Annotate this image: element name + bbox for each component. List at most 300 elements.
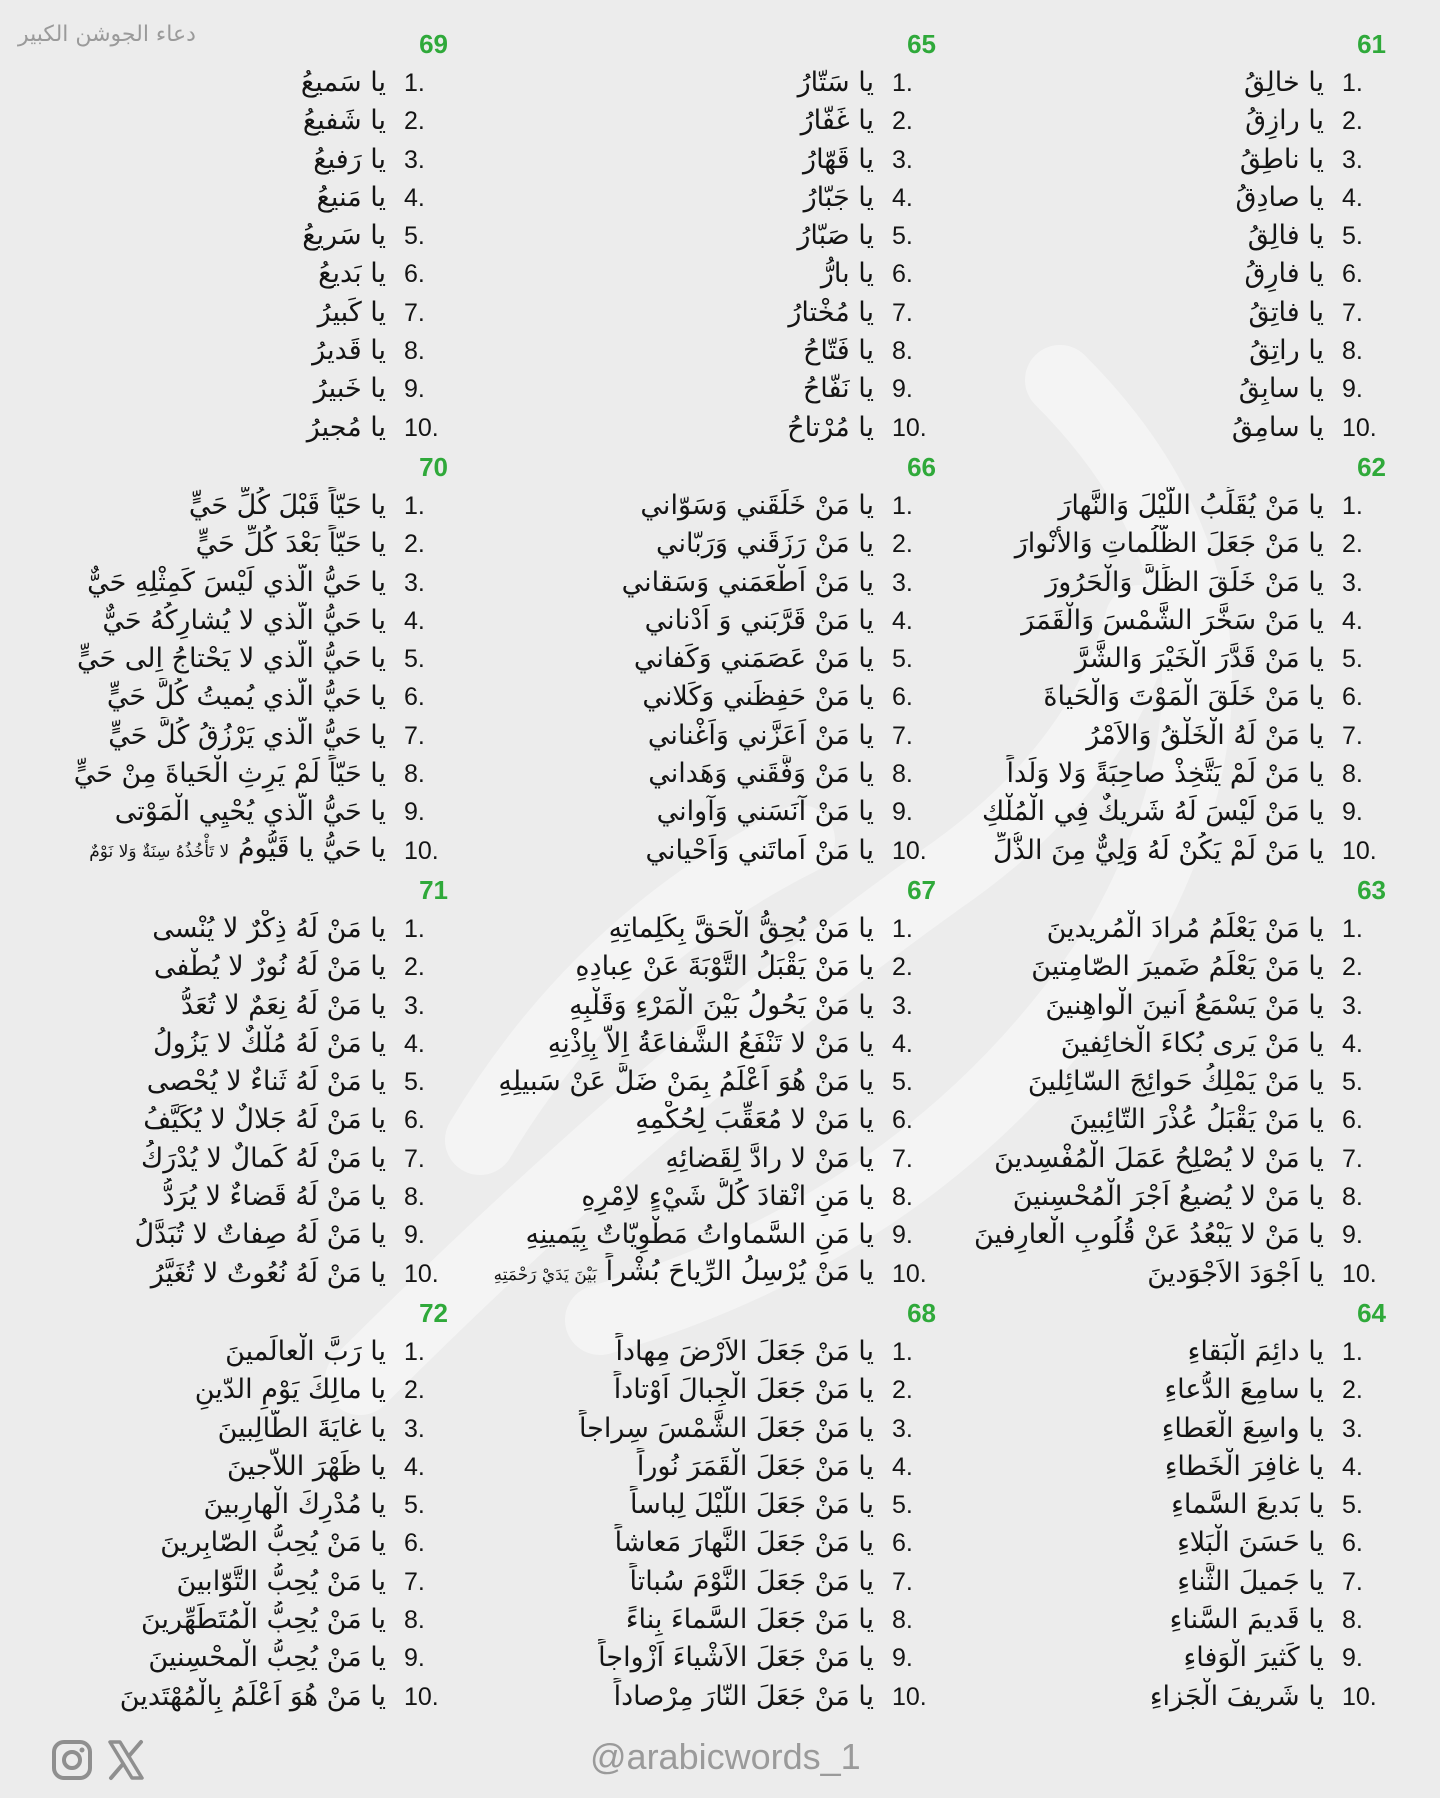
item-number: 4.	[892, 1452, 913, 1481]
item-number: 3.	[1342, 991, 1363, 1020]
item-text	[950, 409, 1324, 447]
item-text	[950, 294, 1324, 332]
item-number: 5.	[404, 1068, 425, 1097]
item-text-main: يا حَيّاً لَمْ يَرِثِ الْحَياةَ مِنْ حَيٍّ	[73, 758, 386, 790]
item-text	[460, 1101, 874, 1139]
item-text	[20, 640, 386, 678]
item-number: 3.	[1342, 145, 1363, 174]
list-item	[20, 487, 452, 525]
item-text	[20, 987, 386, 1025]
item-number: 9.	[404, 1221, 425, 1250]
item-number: 7.	[892, 298, 913, 327]
item-text-main: يا مَنْ يُحِبُّ التَّوّابينَ	[176, 1565, 386, 1597]
list-item	[20, 564, 452, 602]
list-item	[20, 64, 452, 102]
item-text-main: يا مَنيعُ	[316, 181, 386, 213]
item-text	[20, 1486, 386, 1524]
list-item	[950, 179, 1390, 217]
item-text-main: يا قَديرُ	[312, 335, 386, 367]
list-item	[20, 602, 452, 640]
list-item	[950, 1255, 1390, 1293]
item-text-main: يا سامِعَ الدُّعاءِ	[1164, 1374, 1324, 1406]
list-item	[20, 1063, 452, 1101]
item-text	[460, 102, 874, 140]
item-text-main: يا مُرْتاحُ	[787, 411, 874, 443]
item-number: 4.	[404, 606, 425, 635]
item-number: 8.	[1342, 1606, 1363, 1635]
list-item	[20, 1601, 452, 1639]
item-number: 9.	[404, 375, 425, 404]
item-number: 8.	[1342, 760, 1363, 789]
item-number: 6.	[1342, 260, 1363, 289]
list-item	[460, 1448, 940, 1486]
item-text-main: يا جَميلَ الثَّناءِ	[1177, 1565, 1324, 1597]
item-number: 2.	[892, 1376, 913, 1405]
item-text-main: يا مَنْ اَعَزَّني وَاَغْناني	[647, 719, 874, 751]
item-text-main: يا مَنْ جَعَلَ اللَّيْلَ لِباساً	[630, 1489, 874, 1521]
item-text-main: يا مَنْ يُحِبُّ الصّابِرينَ	[160, 1527, 386, 1559]
list-item	[20, 179, 452, 217]
list-item	[460, 987, 940, 1025]
item-text-main: يا مَنْ يُحِبُّ الْمحْسِنينَ	[148, 1642, 386, 1674]
item-text	[950, 1063, 1324, 1101]
item-text-main: يا فالِقُ	[1247, 220, 1324, 252]
item-text-main: يا مَنْ لا يَبْعُدُ عَنْ قُلُوبِ الْعارِفينَ	[973, 1219, 1324, 1251]
item-text	[950, 987, 1324, 1025]
item-text	[950, 1486, 1324, 1524]
item-text	[950, 1448, 1324, 1486]
item-text	[460, 640, 874, 678]
item-text-main: يا مَنْ لا تَنْفَعُ الشَّفاعَةُ اِلاّ بِاِذْنِهِ	[547, 1027, 874, 1059]
item-text	[20, 217, 386, 255]
item-text	[460, 948, 874, 986]
item-text	[950, 1025, 1324, 1063]
item-text	[950, 370, 1324, 408]
item-number: 8.	[1342, 1183, 1363, 1212]
list-item	[950, 948, 1390, 986]
item-number: 8.	[404, 1183, 425, 1212]
item-number: 5.	[404, 222, 425, 251]
item-number: 7.	[404, 721, 425, 750]
item-number: 7.	[1342, 1144, 1363, 1173]
item-number: 7.	[892, 1567, 913, 1596]
dua-section	[950, 24, 1390, 447]
item-text	[460, 64, 874, 102]
item-number: 6.	[892, 1529, 913, 1558]
item-number: 5.	[892, 1068, 913, 1097]
item-number: 1.	[404, 69, 425, 97]
item-text-main: يا حَيُّ الَّذي لا يُشارِكُهُ حَيٌّ	[102, 604, 386, 636]
item-text-main: يا مَنْ لَهُ نُورٌ لا يُطْفى	[153, 951, 386, 983]
item-number: 5.	[1342, 645, 1363, 674]
list-item	[950, 1486, 1390, 1524]
section-number: 71	[419, 875, 448, 905]
item-number: 10.	[892, 413, 927, 442]
item-text-main: يا كَثيرَ الْوَفاءِ	[1183, 1642, 1324, 1674]
item-text	[20, 830, 386, 871]
item-text	[20, 717, 386, 755]
list-item	[460, 332, 940, 370]
item-text	[460, 409, 874, 447]
item-text-main: يا مَنْ آنَسَني وَآواني	[656, 796, 874, 828]
item-text	[20, 1178, 386, 1216]
section-number: 70	[419, 452, 448, 482]
item-text-main: يا مَنْ يَسْمَعُ اَنينَ الْواهِنينَ	[1045, 989, 1324, 1021]
list-item	[950, 1524, 1390, 1562]
list-item	[20, 948, 452, 986]
item-text	[950, 948, 1324, 986]
item-text-main: يا مَنْ يَقْبَلُ عُذْرَ التّائِبينَ	[1069, 1104, 1324, 1136]
item-number: 8.	[404, 760, 425, 789]
item-text-main: يا خَبيرُ	[313, 373, 386, 405]
item-number: 2.	[892, 953, 913, 982]
item-text-main: يا مَنْ يُحِبُّ الْمُتَطَهِّرينَ	[140, 1604, 386, 1636]
item-text-main: يا مَنْ جَعَلَ الْقَمَرَ نُوراً	[636, 1450, 874, 1482]
item-text	[20, 1101, 386, 1139]
item-text	[950, 64, 1324, 102]
item-text-main: يا مَنْ جَعَلَ الظُّلُماتِ وَالأَنْوارَ	[1014, 528, 1324, 560]
item-number: 6.	[892, 683, 913, 712]
item-text-main: يا مَنِ انْقادَ كُلُّ شَيْءٍ لاِمْرِهِ	[581, 1181, 874, 1213]
item-text	[20, 141, 386, 179]
item-text-main: يا مَنْ لَهُ ذِكْرٌ لا يُنْسى	[152, 913, 386, 944]
list-item	[460, 64, 940, 102]
item-text-main: يا مَنْ لَمْ يَكُنْ لَهُ وَلِيٌّ مِنَ الذُّلِّ	[992, 834, 1324, 866]
section-number: 64	[1357, 1298, 1386, 1328]
item-number: 1.	[1342, 1338, 1363, 1366]
list-item	[20, 294, 452, 332]
item-number: 2.	[892, 530, 913, 559]
item-text	[950, 717, 1324, 755]
item-number: 4.	[1342, 606, 1363, 635]
list-item	[950, 564, 1390, 602]
list-item	[950, 1025, 1390, 1063]
item-text	[20, 1025, 386, 1063]
item-text	[20, 255, 386, 293]
dua-section	[20, 870, 452, 1293]
list-item	[460, 1025, 940, 1063]
item-text	[950, 332, 1324, 370]
list-item	[20, 1410, 452, 1448]
item-number: 5.	[1342, 1068, 1363, 1097]
item-number: 2.	[1342, 1376, 1363, 1405]
item-number: 4.	[1342, 183, 1363, 212]
item-text	[950, 179, 1324, 217]
item-text	[20, 1601, 386, 1639]
item-text-main: يا مَنْ جَعَلَ النَّهارَ مَعاشاً	[614, 1527, 874, 1559]
item-text	[20, 602, 386, 640]
list-item	[460, 179, 940, 217]
list-item	[950, 1639, 1390, 1677]
section-number: 62	[1357, 452, 1386, 482]
item-text	[20, 1563, 386, 1601]
list-item	[20, 678, 452, 716]
list-item	[20, 409, 452, 447]
list-item	[20, 987, 452, 1025]
item-number: 3.	[404, 991, 425, 1020]
item-text	[460, 487, 874, 525]
item-text-main: يا دائِمَ الْبَقاءِ	[1187, 1336, 1324, 1367]
item-text-main: يا حَيُّ الَّذي لا يَحْتاجُ اِلى حَيٍّ	[76, 643, 386, 675]
item-number: 6.	[1342, 1529, 1363, 1558]
item-text	[460, 1410, 874, 1448]
list-item	[460, 1216, 940, 1254]
item-text	[950, 678, 1324, 716]
item-text-main: يا مَنْ خَلَقَني وَسَوّاني	[640, 490, 874, 521]
item-text-main: يا غافِرَ الْخَطاءِ	[1164, 1450, 1324, 1482]
list-item	[950, 1448, 1390, 1486]
item-text	[460, 1063, 874, 1101]
item-number: 7.	[892, 721, 913, 750]
item-number: 1.	[892, 69, 913, 97]
item-text-main: يا حَيُّ الَّذي يَرْزُقُ كُلَّ حَيٍّ	[108, 719, 386, 751]
item-text-main: يا سَتّارُ	[797, 67, 874, 98]
item-text-main: يا مَنْ حَفِظَني وَكَلاني	[642, 681, 874, 713]
footer	[0, 1732, 1440, 1788]
item-text	[460, 1025, 874, 1063]
item-text-main: يا مَنْ يَعْلَمُ ضَميرَ الصّامِتينَ	[1031, 951, 1324, 983]
item-number: 5.	[892, 1491, 913, 1520]
item-number: 1.	[1342, 492, 1363, 520]
item-number: 3.	[404, 1414, 425, 1443]
item-number: 4.	[892, 183, 913, 212]
item-number: 5.	[404, 645, 425, 674]
item-text-main: يا واسِعَ الْعَطاءِ	[1161, 1412, 1324, 1444]
list-item	[950, 1410, 1390, 1448]
item-text-main: يا مَنْ لَهُ نُعُوتٌ لا تُغَيَّرُ	[150, 1257, 386, 1289]
item-text-main: يا حَيُّ الَّذي يُميتُ كُلَّ حَيٍّ	[106, 681, 386, 713]
item-text-main: يا مَنْ لا مُعَقِّبَ لِحُكْمِهِ	[635, 1104, 874, 1136]
item-text-main: يا مَنْ لا رادَّ لِقَضائِهِ	[665, 1142, 874, 1174]
item-text	[20, 102, 386, 140]
item-number: 2.	[1342, 107, 1363, 136]
list-item	[460, 640, 940, 678]
item-text-main: يا مَنِ السَّماواتُ مَطْوِيّاتٌ بِيَمينِهِ	[525, 1219, 874, 1251]
item-text	[460, 793, 874, 831]
item-text	[950, 1410, 1324, 1448]
item-text-main: يا مَنْ يُقَلِّبُ اللَّيْلَ وَالنَّهارَ	[1058, 490, 1324, 521]
item-text	[20, 1371, 386, 1409]
item-text	[460, 525, 874, 563]
item-text	[460, 717, 874, 755]
item-text	[460, 370, 874, 408]
item-number: 2.	[404, 1376, 425, 1405]
item-number: 8.	[892, 1183, 913, 1212]
list-item	[950, 525, 1390, 563]
list-item	[460, 832, 940, 870]
item-text-main: يا مَنْ يَقْبَلُ التَّوْبَةَ عَنْ عِبادِهِ	[575, 951, 874, 983]
instagram-icon[interactable]	[50, 1738, 94, 1782]
item-text-main: يا مَنْ لَهُ صِفاتٌ لا تُبَدَّلُ	[134, 1219, 386, 1251]
list-item	[20, 755, 452, 793]
item-number: 4.	[892, 606, 913, 635]
item-text-main: يا مَنْ جَعَلَ الاَشْياءَ اَزْواجاً	[598, 1642, 874, 1674]
list-item	[460, 1101, 940, 1139]
item-number: 7.	[404, 1567, 425, 1596]
item-text-main: يا رَفيعُ	[313, 143, 386, 175]
dua-section	[460, 1293, 940, 1716]
list-item	[950, 640, 1390, 678]
list-item	[20, 1178, 452, 1216]
list-item	[20, 370, 452, 408]
item-number: 7.	[404, 1144, 425, 1173]
item-text-main: يا حَيُّ الَّذي يُحْيِي الْمَوْتى	[114, 796, 386, 828]
list-item	[460, 1486, 940, 1524]
item-number: 9.	[1342, 1644, 1363, 1673]
list-item	[20, 332, 452, 370]
item-text-main: يا بارُّ	[820, 258, 874, 290]
list-item	[20, 1448, 452, 1486]
item-number: 10.	[1342, 1682, 1377, 1711]
list-item	[950, 141, 1390, 179]
item-text	[460, 255, 874, 293]
list-item	[950, 1216, 1390, 1254]
section-number: 67	[907, 875, 936, 905]
item-text	[950, 1333, 1324, 1371]
list-item	[950, 1678, 1390, 1716]
item-text	[20, 370, 386, 408]
item-text-small: بَيْنَ يَدَيْ رَحْمَتِهِ	[493, 1265, 598, 1286]
item-text-main: يا مَنْ لَهُ كَمالٌ لا يُدْرَكُ	[140, 1142, 386, 1174]
item-text-main: يا راتِقُ	[1249, 335, 1324, 367]
item-text	[950, 1178, 1324, 1216]
item-text	[20, 332, 386, 370]
item-number: 10.	[1342, 1259, 1377, 1288]
list-item	[460, 1601, 940, 1639]
item-number: 1.	[404, 1338, 425, 1366]
list-item	[460, 1563, 940, 1601]
item-number: 9.	[892, 1644, 913, 1673]
item-text	[20, 678, 386, 716]
item-text	[950, 640, 1324, 678]
list-item	[460, 1255, 940, 1293]
item-text	[20, 564, 386, 602]
item-text-main: يا مَنْ لَهُ قَضاءٌ لا يُرَدُّ	[162, 1181, 386, 1213]
item-text	[460, 294, 874, 332]
item-text-main: يا قَديمَ السَّناءِ	[1169, 1604, 1324, 1636]
item-number: 10.	[892, 1259, 927, 1288]
item-text	[460, 217, 874, 255]
item-number: 4.	[1342, 1452, 1363, 1481]
list-item	[950, 1601, 1390, 1639]
dua-columns	[0, 24, 1440, 1714]
item-text-main: يا مَنْ يَرى بُكاءَ الْخائِفينَ	[1060, 1027, 1324, 1059]
item-text	[20, 1639, 386, 1677]
list-item	[950, 370, 1390, 408]
item-text-main: يا خالِقُ	[1244, 67, 1324, 98]
item-text	[950, 755, 1324, 793]
item-text-main: يا كَبيرُ	[317, 296, 386, 328]
item-text-main: يا مَنْ جَعَلَ الشَّمْسَ سِراجاً	[578, 1412, 874, 1444]
item-text-main: يا مَنْ لَمْ يَتَّخِذْ صاحِبَةً وَلا وَلَداً	[1006, 758, 1324, 790]
item-text-main: يا مَنْ يَحُولُ بَيْنَ الْمَرْءِ وَقَلْبِهِ	[569, 989, 874, 1021]
item-text	[460, 1639, 874, 1677]
list-item	[950, 910, 1390, 948]
item-text-main: يا مَنْ لا يُضيعُ اَجْرَ الْمُحْسِنينَ	[1012, 1181, 1324, 1213]
item-number: 6.	[1342, 683, 1363, 712]
item-text-main: يا مَنْ لَهُ ثَناءٌ لا يُحْصى	[146, 1066, 386, 1098]
item-text	[950, 793, 1324, 831]
item-number: 1.	[892, 1338, 913, 1366]
dua-section	[950, 447, 1390, 870]
list-item	[460, 525, 940, 563]
list-item	[950, 717, 1390, 755]
list-item	[950, 64, 1390, 102]
item-text	[460, 678, 874, 716]
list-item	[950, 678, 1390, 716]
item-text	[950, 1216, 1324, 1254]
list-item	[460, 1178, 940, 1216]
item-text-main: يا مَنْ يَمْلِكُ حَوائِجَ السّائِلينَ	[1027, 1066, 1324, 1098]
item-number: 9.	[892, 798, 913, 827]
list-item	[20, 1371, 452, 1409]
list-item	[20, 1216, 452, 1254]
item-text	[460, 1140, 874, 1178]
item-number: 8.	[892, 760, 913, 789]
list-item	[20, 717, 452, 755]
item-number: 6.	[404, 1106, 425, 1135]
item-number: 3.	[892, 1414, 913, 1443]
item-number: 3.	[404, 568, 425, 597]
item-text	[460, 141, 874, 179]
item-number: 6.	[892, 260, 913, 289]
item-number: 4.	[892, 1029, 913, 1058]
item-number: 5.	[1342, 1491, 1363, 1520]
item-text-main: يا حَيُّ الَّذي لَيْسَ كَمِثْلِهِ حَيٌّ	[87, 566, 386, 598]
list-item	[460, 717, 940, 755]
item-text	[20, 525, 386, 563]
list-item	[460, 255, 940, 293]
section-number: 61	[1357, 29, 1386, 59]
item-number: 10.	[892, 836, 927, 865]
list-item	[460, 294, 940, 332]
item-text-main: يا مُخْتارُ	[788, 296, 874, 328]
item-text	[460, 1524, 874, 1562]
item-text-main: يا شَفيعُ	[302, 105, 386, 137]
item-text	[950, 1678, 1324, 1716]
item-number: 8.	[1342, 337, 1363, 366]
item-number: 2.	[1342, 953, 1363, 982]
list-item	[460, 217, 940, 255]
x-icon[interactable]	[104, 1738, 148, 1782]
list-item	[460, 1524, 940, 1562]
item-text	[460, 564, 874, 602]
item-text-main: يا مَنْ قَدَّرَ الْخَيْرَ وَالشَّرَّ	[1074, 643, 1324, 675]
item-number: 3.	[1342, 568, 1363, 597]
list-item	[950, 1101, 1390, 1139]
list-item	[20, 1255, 452, 1293]
item-text	[20, 487, 386, 525]
item-text	[20, 755, 386, 793]
list-item	[950, 1178, 1390, 1216]
list-item	[20, 1524, 452, 1562]
list-item	[460, 487, 940, 525]
dua-section	[20, 24, 452, 447]
item-text	[460, 1601, 874, 1639]
list-item	[950, 793, 1390, 831]
item-text	[20, 1063, 386, 1101]
item-text-main: يا مَنْ جَعَلَ الاَرْضَ مِهاداً	[615, 1336, 874, 1367]
item-number: 9.	[1342, 375, 1363, 404]
account-handle[interactable]: @arabicwords_1	[590, 1736, 861, 1777]
item-text	[950, 1255, 1324, 1293]
column-left	[20, 24, 452, 1714]
item-text	[20, 1333, 386, 1371]
item-number: 10.	[1342, 413, 1377, 442]
list-item	[20, 1025, 452, 1063]
item-text-main: يا مُجيرُ	[306, 411, 386, 443]
item-text	[460, 1253, 874, 1294]
